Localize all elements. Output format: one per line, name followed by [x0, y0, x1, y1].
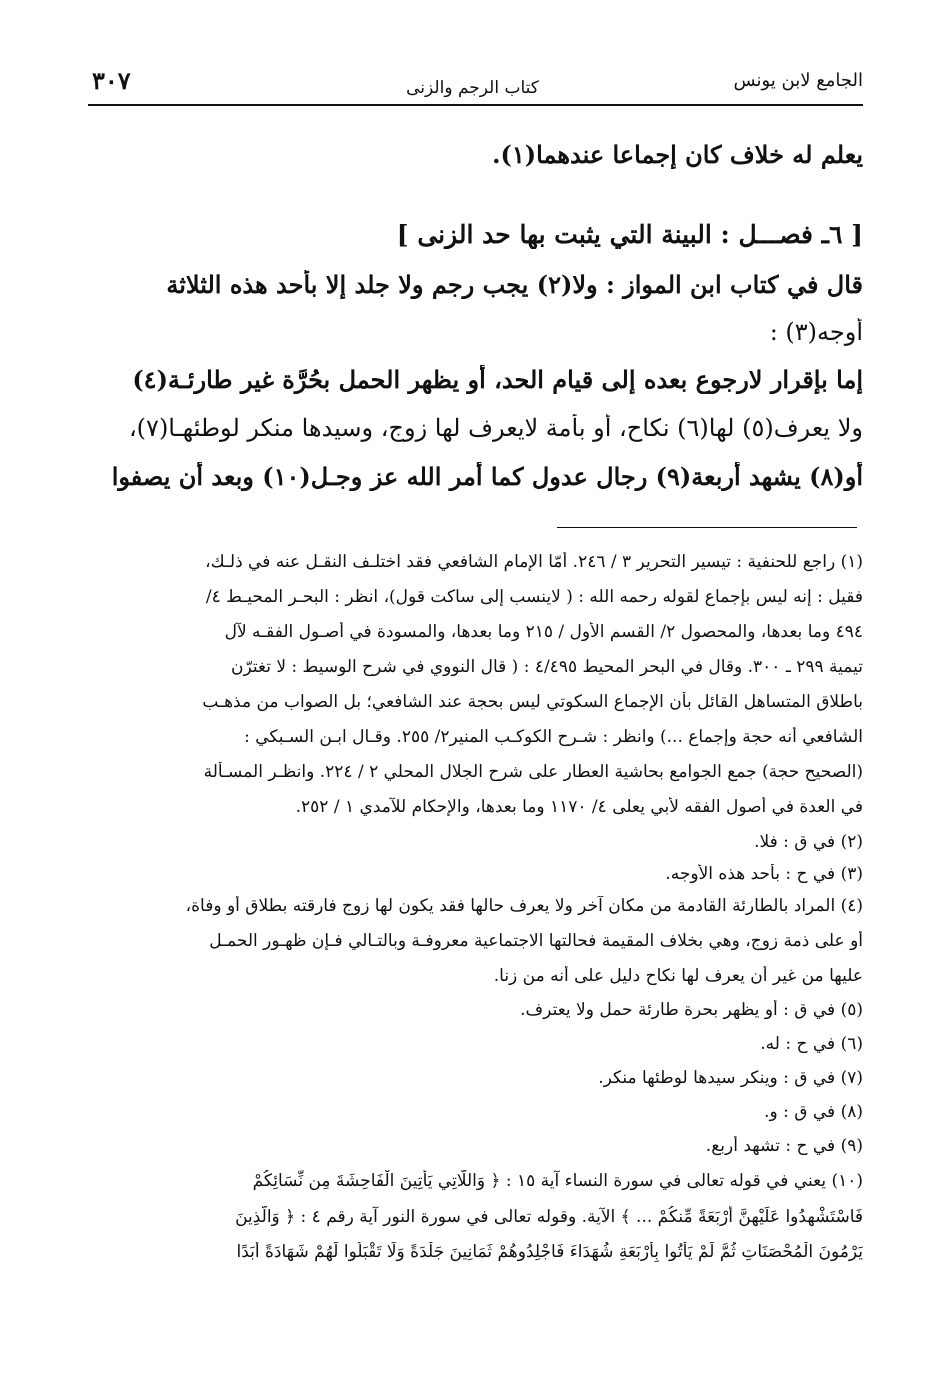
footnote-line: (١) راجع للحنفية : تيسير التحرير ٣ / ٢٤٦. أمّا الإمام الشافعي فقد اختلـف النقـل عنه في ذلـك، [205, 552, 863, 572]
footnote-line: (٨) في ق : و. [764, 1102, 863, 1122]
footnote-line: (١٠) يعني في قوله تعالى في سورة النساء آية ١٥ : ﴿ وَاللَّاتِي يَأْتِينَ الْفَاحِشَةَ مِن نِّسَائِكُمْ [252, 1171, 863, 1191]
footnote-line: تيمية ٢٩٩ ـ ٣٠٠. وقال في البحر المحيط ٤/٤٩٥ : ( قال النووي في شرح الوسيط : لا تغترّن [231, 657, 863, 677]
footnote-line: أو على ذمة زوج، وهي بخلاف المقيمة فحالتها الاجتماعية معروفـة وبالتـالي فـإن ظهـور الحمـل [209, 931, 863, 951]
footnote-separator [557, 527, 857, 528]
footnote-line: (٩) في ح : تشهد أربع. [705, 1136, 863, 1156]
running-header-book-title: الجامع لابن يونس [733, 70, 863, 91]
header-rule [88, 104, 863, 106]
footnote-line: (٣) في ح : بأحد هذه الأوجه. [665, 864, 863, 884]
main-line-7: أو(٨) يشهد أربعة(٩) رجال عدول كما أمر الله عز وجـل(١٠) وبعد أن يصفوا [111, 462, 863, 491]
main-line-3: قال في كتاب ابن المواز : ولا(٢) يجب رجم ولا جلد إلا بأحد هذه الثلاثة [166, 270, 863, 299]
footnote-line: باطلاق المتساهل القائل بأن الإجماع السكوتي ليس بحجة عند الشافعي؛ بل الصواب من مذهـب [202, 692, 863, 712]
footnote-line: يَرْمُونَ الْمُحْصَنَاتِ ثُمَّ لَمْ يَأْتُوا بِأَرْبَعَةِ شُهَدَاءَ فَاجْلِدُوهُمْ ثَمَانِينَ جَلْدَةً وَلَا تَقْبَلُوا لَهُمْ شَهَادَةً أَبَدًا [236, 1242, 863, 1262]
page-number: ٣٠٧ [92, 66, 131, 95]
main-line-4: أوجه(٣) : [769, 318, 863, 346]
footnote-line: (٥) في ق : أو يظهر بحرة طارئة حمل ولا يعترف. [520, 1000, 863, 1020]
footnote-line: (الصحيح حجة) جمع الجوامع بحاشية العطار على شرح الجلال المحلي ٢ / ٢٢٤. وانظـر المسـألة [203, 762, 863, 782]
footnote-line: فَاسْتَشْهِدُوا عَلَيْهِنَّ أَرْبَعَةً مِّنكُمْ ... ﴾ الآية. وقوله تعالى في سورة النور آية رقم ٤ : ﴿ وَالَّذِينَ [235, 1207, 863, 1227]
footnote-line: عليها من غير أن يعرف لها نكاح دليل على أنه من زنا. [493, 966, 863, 986]
footnote-line: في العدة في أصول الفقه لأبي يعلى ٤/ ١١٧٠ وما بعدها، والإحكام للآمدي ١ / ٢٥٢. [295, 797, 863, 817]
footnote-line: فقيل : إنه ليس بإجماع لقوله رحمه الله : ( لاينسب إلى ساكت قول)، انظر : البحـر المحيـط ٤/ [205, 587, 863, 607]
running-header-chapter: كتاب الرجم والزنى [406, 78, 539, 98]
main-line-6: ولا يعرف(٥) لها(٦) نكاح، أو بأمة لايعرف لها زوج، وسيدها منكر لوطئهـا(٧)، [128, 414, 863, 442]
footnote-line: (٢) في ق : فلا. [754, 832, 863, 852]
footnote-line: (٤) المراد بالطارئة القادمة من مكان آخر ولا يعرف حالها فقد يكون لها زوج فارقته بطلاق أو وفاة، [185, 896, 863, 916]
main-line-1: يعلم له خلاف كان إجماعا عندهما(١). [492, 140, 863, 169]
main-line-5: إما بإقرار لارجوع بعده إلى قيام الحد، أو يظهر الحمل بحُرَّة غير طارئـة(٤) [132, 365, 863, 394]
footnote-line: (٦) في ح : له. [760, 1034, 863, 1054]
section-heading: [ ٦ـ فصـــل : البينة التي يثبت بها حد الزنى ] [396, 220, 863, 249]
footnote-line: (٧) في ق : وينكر سيدها لوطئها منكر. [598, 1068, 863, 1088]
footnote-line: الشافعي أنه حجة وإجماع ...) وانظر : شـرح الكوكـب المنير٢/ ٢٥٥. وقـال ابـن السـبكي : [244, 727, 863, 747]
footnote-line: ٤٩٤ وما بعدها، والمحصول ٢/ القسم الأول / ٢١٥ وما بعدها، والمسودة في أصـول الفقـه لآل [224, 622, 863, 642]
